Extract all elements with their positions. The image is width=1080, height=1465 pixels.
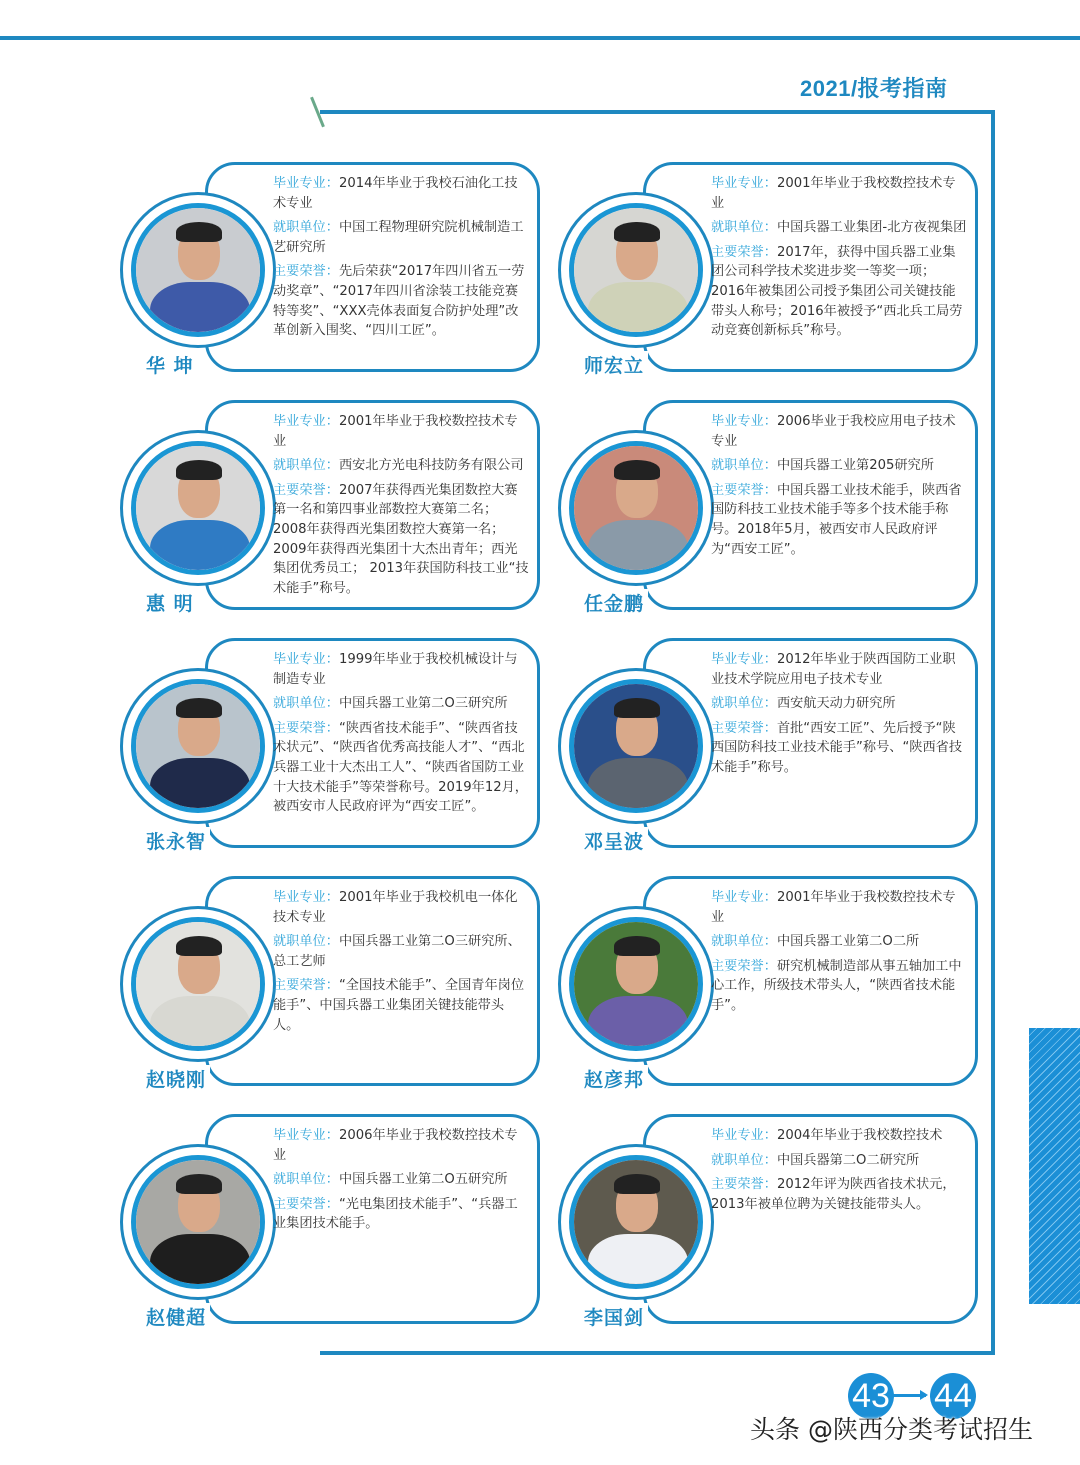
major-value: 2006年毕业于我校数控技术专业 [273, 1128, 518, 1163]
top-rule [0, 36, 1080, 40]
profile-card [558, 1114, 978, 1329]
profile-details [711, 1126, 968, 1219]
profile-photo [131, 917, 265, 1051]
profile-photo [131, 441, 265, 575]
employer-line: 就职单位：中国兵器第二O二研究所 [711, 1152, 920, 1168]
major-value: 2012年毕业于陕西国防工业职业技术学院应用电子技术专业 [711, 652, 956, 687]
major-line: 毕业专业：2001年毕业于我校数控技术专业 [711, 176, 956, 211]
person-name: 张永智 [142, 827, 210, 854]
profile-details [711, 650, 968, 783]
profile-card [558, 162, 978, 377]
honors-label: 主要荣誉 [273, 482, 326, 498]
major-label: 毕业专业 [273, 176, 326, 191]
honors-line: 主要荣誉：中国兵器工业技术能手，陕西省国防科技工业技术能手等多个技术能手称号。2018年5月，被西安市人民政府评为“西安工匠”。 [711, 482, 962, 557]
honors-line: 主要荣誉：2017年，获得中国兵器工业集团公司科学技术奖进步奖一等奖一项；2016年被集团公司授予集团公司关键技能带头人称号；2016年被授予“西北兵工局劳动竞赛创新标兵”称号。 [711, 244, 963, 339]
major-label: 毕业专业 [273, 414, 326, 429]
person-name: 赵彦邦 [580, 1065, 648, 1092]
employer-line: 就职单位：中国兵器工业第二O三研究所 [273, 696, 508, 712]
honors-label: 主要荣誉 [273, 720, 326, 736]
profile-card [558, 638, 978, 853]
arrow-right-icon [892, 1394, 926, 1397]
photo-ring [120, 430, 276, 586]
honors-line: 主要荣誉：“光电集团技术能手”、“兵器工业集团技术能手。 [273, 1196, 518, 1232]
employer-label: 就职单位 [273, 934, 326, 950]
honors-value: 2017年，获得中国兵器工业集团公司科学技术奖进步奖一等奖一项；2016年被集团公司授予集团公司关键技能带头人称号；2016年被授予“西北兵工局劳动竞赛创新标兵”称号。 [711, 244, 963, 339]
person-name: 师宏立 [580, 351, 648, 378]
honors-label: 主要荣誉 [711, 482, 764, 498]
honors-label: 主要荣誉 [711, 244, 764, 260]
major-line: 毕业专业：2006年毕业于我校数控技术专业 [273, 1128, 518, 1163]
honors-value: 2012年评为陕西省技术状元，2013年被单位聘为关键技能带头人。 [711, 1177, 956, 1212]
person-name: 李国剑 [580, 1303, 648, 1330]
employer-value: 西安航天动力研究所 [776, 696, 896, 712]
major-label: 毕业专业 [273, 1128, 326, 1143]
honors-value: 2007年获得西光集团数控大赛第一名和第四事业部数控大赛第二名；2008年获得西光集团数控大赛第一名；2009年获得西光集团十大杰出青年；西光集团优秀员工； 2013年获国防科技工业“技术能手”称号。 [273, 482, 529, 596]
major-line: 毕业专业：2014年毕业于我校石油化工技术专业 [273, 176, 518, 211]
profile-card [558, 876, 978, 1091]
honors-label: 主要荣誉 [711, 720, 764, 736]
profile-details [711, 888, 968, 1021]
honors-value: 研究机械制造部从事五轴加工中心工作，所级技术带头人，“陕西省技术能手”。 [711, 958, 962, 1013]
honors-line: 主要荣誉：研究机械制造部从事五轴加工中心工作，所级技术带头人，“陕西省技术能手”。 [711, 958, 962, 1013]
major-value: 2004年毕业于我校数控技术 [776, 1128, 943, 1143]
employer-line: 就职单位：西安北方光电科技防务有限公司 [273, 458, 524, 474]
employer-value: 中国兵器工业第二O五研究所 [338, 1172, 508, 1188]
major-line: 毕业专业：2001年毕业于我校数控技术专业 [273, 414, 518, 449]
employer-label: 就职单位 [711, 458, 764, 474]
honors-line: 主要荣誉：“全国技术能手”、全国青年岗位能手”、中国兵器工业集团关键技能带头人。 [273, 978, 525, 1033]
photo-ring [558, 430, 714, 586]
major-label: 毕业专业 [711, 176, 764, 191]
profile-photo [569, 679, 703, 813]
major-value: 2001年毕业于我校机电一体化技术专业 [273, 890, 518, 925]
honors-label: 主要荣誉 [711, 1177, 764, 1193]
honors-value: 中国兵器工业技术能手，陕西省国防科技工业技术能手等多个技术能手称号。2018年5月，被西安市人民政府评为“西安工匠”。 [711, 482, 962, 557]
page-number-left: 43 [848, 1373, 894, 1419]
major-line: 毕业专业：2004年毕业于我校数控技术 [711, 1128, 943, 1143]
profile-card [120, 638, 540, 853]
photo-ring [120, 668, 276, 824]
honors-line: 主要荣誉：2012年评为陕西省技术状元，2013年被单位聘为关键技能带头人。 [711, 1177, 956, 1212]
honors-value: 先后荣获“2017年四川省五一劳动奖章”、“2017年四川省涂装工技能竞赛特等奖”、“XXX壳体表面复合防护处理”改革创新入围奖、“四川工匠”。 [273, 264, 525, 339]
profile-photo [569, 917, 703, 1051]
photo-ring [558, 668, 714, 824]
profile-details [711, 412, 968, 564]
employer-line: 就职单位：中国兵器工业集团-北方夜视集团 [711, 220, 967, 236]
person-name: 赵晓刚 [142, 1065, 210, 1092]
profile-photo [569, 1155, 703, 1289]
honors-line: 主要荣誉：先后荣获“2017年四川省五一劳动奖章”、“2017年四川省涂装工技能竞赛特等奖”、“XXX壳体表面复合防护处理”改革创新入围奖、“四川工匠”。 [273, 264, 525, 339]
employer-label: 就职单位 [711, 1152, 764, 1168]
employer-value: 中国兵器第二O二研究所 [776, 1152, 920, 1168]
profile-photo [131, 679, 265, 813]
major-value: 2001年毕业于我校数控技术专业 [711, 890, 956, 925]
person-name: 邓呈波 [580, 827, 648, 854]
photo-ring [120, 192, 276, 348]
major-line: 毕业专业：2001年毕业于我校数控技术专业 [711, 890, 956, 925]
profile-card [120, 400, 540, 615]
employer-line: 就职单位：中国兵器工业第二O三研究所、总工艺师 [273, 934, 521, 969]
major-label: 毕业专业 [273, 890, 326, 905]
profile-card [558, 400, 978, 615]
major-line: 毕业专业：2012年毕业于陕西国防工业职业技术学院应用电子技术专业 [711, 652, 956, 687]
profile-details [273, 412, 530, 603]
employer-label: 就职单位 [273, 1172, 326, 1188]
employer-value: 中国兵器工业第二O二所 [776, 934, 920, 950]
profile-card [120, 876, 540, 1091]
profile-card [120, 1114, 540, 1329]
profile-details [273, 888, 530, 1040]
profile-photo [569, 203, 703, 337]
honors-label: 主要荣誉 [273, 264, 326, 280]
profile-card [120, 162, 540, 377]
major-value: 2001年毕业于我校数控技术专业 [711, 176, 956, 211]
honors-value: 首批“西安工匠”、先后授予“陕西国防科技工业技术能手”称号、“陕西省技术能手”称号。 [711, 720, 963, 775]
honors-label: 主要荣誉 [273, 1196, 326, 1212]
profile-details [273, 174, 530, 346]
profile-details [273, 1126, 530, 1239]
employer-label: 就职单位 [273, 458, 326, 474]
major-label: 毕业专业 [711, 890, 764, 905]
major-label: 毕业专业 [711, 1128, 764, 1143]
major-label: 毕业专业 [273, 652, 326, 667]
honors-line: 主要荣誉：2007年获得西光集团数控大赛第一名和第四事业部数控大赛第二名；2008年获得西光集团数控大赛第一名；2009年获得西光集团十大杰出青年；西光集团优秀员工； 2013年获国防科技工业“技术能手”称号。 [273, 482, 529, 596]
page-header-title: 2021/报考指南 [800, 76, 948, 101]
employer-value: 西安北方光电科技防务有限公司 [338, 458, 524, 474]
profile-details [711, 174, 968, 346]
person-name: 赵健超 [142, 1303, 210, 1330]
person-name: 惠 明 [142, 589, 198, 616]
major-line: 毕业专业：2006毕业于我校应用电子技术专业 [711, 414, 956, 449]
employer-label: 就职单位 [273, 220, 326, 236]
page-number-right: 44 [930, 1373, 976, 1419]
striped-side-tab [1029, 1028, 1080, 1304]
honors-line: 主要荣誉：“陕西省技术能手”、“陕西省技术状元”、“陕西省优秀高技能人才”、“西北兵器工业十大杰出工人”、“陕西省国防工业十大技术能手”等荣誉称号。2019年12月，被西安市人民政府评为“西安工匠”。 [273, 720, 528, 815]
employer-value: 中国兵器工业集团-北方夜视集团 [776, 220, 967, 236]
profile-photo [131, 1155, 265, 1289]
photo-ring [120, 906, 276, 1062]
honors-value: “光电集团技术能手”、“兵器工业集团技术能手。 [273, 1196, 518, 1232]
employer-line: 就职单位：中国兵器工业第二O五研究所 [273, 1172, 508, 1188]
major-value: 2014年毕业于我校石油化工技术专业 [273, 176, 518, 211]
honors-label: 主要荣誉 [711, 958, 764, 974]
honors-value: “陕西省技术能手”、“陕西省技术状元”、“陕西省优秀高技能人才”、“西北兵器工业十大杰出工人”、“陕西省国防工业十大技术能手”等荣誉称号。2019年12月，被西安市人民政府评为“西安工匠”。 [273, 720, 528, 815]
honors-value: “全国技术能手”、全国青年岗位能手”、中国兵器工业集团关键技能带头人。 [273, 978, 525, 1033]
person-name: 任金鹏 [580, 589, 648, 616]
photo-ring [120, 1144, 276, 1300]
employer-label: 就职单位 [273, 696, 326, 712]
photo-ring [558, 906, 714, 1062]
major-value: 2001年毕业于我校数控技术专业 [273, 414, 518, 449]
honors-label: 主要荣誉 [273, 978, 326, 994]
employer-line: 就职单位：中国兵器工业第205研究所 [711, 458, 934, 474]
employer-line: 就职单位：西安航天动力研究所 [711, 696, 896, 712]
employer-line: 就职单位：中国兵器工业第二O二所 [711, 934, 920, 950]
major-value: 1999年毕业于我校机械设计与制造专业 [273, 652, 518, 687]
photo-ring [558, 192, 714, 348]
major-label: 毕业专业 [711, 652, 764, 667]
profile-details [273, 650, 530, 822]
watermark: 头条 @陕西分类考试招生 [750, 1415, 1033, 1444]
employer-value: 中国兵器工业第二O三研究所、总工艺师 [273, 934, 521, 969]
major-value: 2006毕业于我校应用电子技术专业 [711, 414, 956, 449]
honors-line: 主要荣誉：首批“西安工匠”、先后授予“陕西国防科技工业技术能手”称号、“陕西省技术能手”称号。 [711, 720, 963, 775]
employer-value: 中国工程物理研究院机械制造工艺研究所 [273, 220, 524, 255]
employer-line: 就职单位：中国工程物理研究院机械制造工艺研究所 [273, 220, 524, 255]
major-line: 毕业专业：1999年毕业于我校机械设计与制造专业 [273, 652, 518, 687]
employer-value: 中国兵器工业第二O三研究所 [338, 696, 508, 712]
major-line: 毕业专业：2001年毕业于我校机电一体化技术专业 [273, 890, 518, 925]
employer-label: 就职单位 [711, 934, 764, 950]
employer-value: 中国兵器工业第205研究所 [776, 458, 934, 474]
profile-photo [569, 441, 703, 575]
photo-ring [558, 1144, 714, 1300]
employer-label: 就职单位 [711, 220, 764, 236]
person-name: 华 坤 [142, 351, 198, 378]
major-label: 毕业专业 [711, 414, 764, 429]
profile-photo [131, 203, 265, 337]
employer-label: 就职单位 [711, 696, 764, 712]
